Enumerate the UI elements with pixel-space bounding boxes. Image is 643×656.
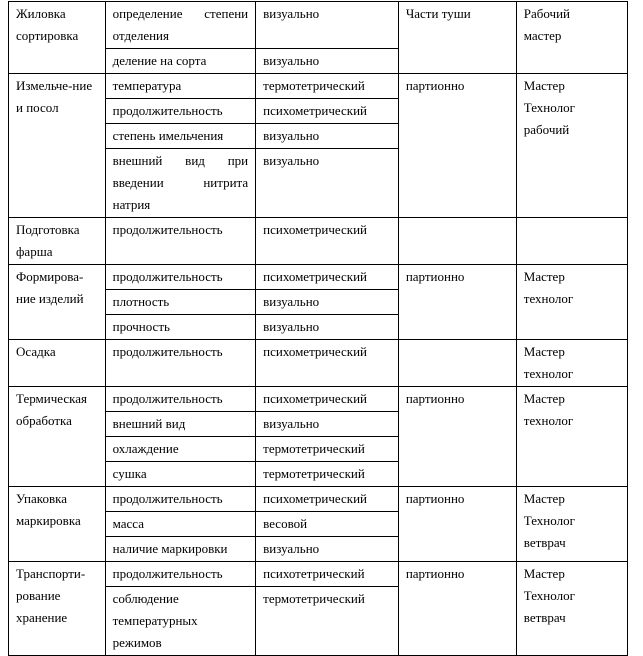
method-cell <box>256 412 399 437</box>
control-text: партионно <box>405 566 465 581</box>
method-cell <box>256 124 399 149</box>
responsible-text: технолог <box>523 291 574 306</box>
parameter-cell <box>105 149 256 218</box>
table-row <box>9 487 628 512</box>
responsible-cell <box>516 340 627 387</box>
stage-cell <box>9 265 106 340</box>
parameter-cell <box>105 218 256 265</box>
parameter-text: режимов <box>112 635 162 650</box>
parameter-text: отделения <box>112 28 169 43</box>
parameter-cell <box>105 340 256 387</box>
method-cell <box>256 462 399 487</box>
stage-text: ние изделий <box>16 291 84 306</box>
responsible-cell <box>516 74 627 218</box>
responsible-text: ветврач <box>523 535 566 550</box>
method-cell <box>256 99 399 124</box>
control-cell <box>398 265 516 340</box>
parameter-cell <box>105 124 256 149</box>
parameter-cell <box>105 437 256 462</box>
method-cell <box>256 487 399 512</box>
stage-text: Измельче-ние <box>16 78 93 93</box>
table-body <box>9 2 628 656</box>
parameter-text: прочность <box>112 319 170 334</box>
parameter-cell <box>105 315 256 340</box>
stage-cell <box>9 218 106 265</box>
parameter-text: продолжительность <box>112 491 223 506</box>
stage-text: фарша <box>16 244 53 259</box>
method-text: термотетрический <box>263 78 365 93</box>
responsible-cell <box>516 2 627 74</box>
stage-text: Упаковка <box>16 491 67 506</box>
parameter-text: наличие маркировки <box>112 541 228 556</box>
method-cell <box>256 218 399 265</box>
table-row <box>9 340 628 387</box>
responsible-cell <box>516 562 627 656</box>
method-cell <box>256 437 399 462</box>
parameter-text: продолжительность <box>112 222 223 237</box>
parameter-text: продолжительность <box>112 391 223 406</box>
parameter-cell <box>105 562 256 587</box>
parameter-text: температура <box>112 78 182 93</box>
table-row <box>9 2 628 49</box>
stage-text: Подготовка <box>16 222 80 237</box>
stage-text: и посол <box>16 100 59 115</box>
parameter-text: продолжительность <box>112 566 223 581</box>
stage-text: Формирова- <box>16 269 84 284</box>
stage-text: Жиловка <box>16 6 66 21</box>
parameter-cell <box>105 74 256 99</box>
responsible-cell <box>516 487 627 562</box>
control-cell <box>398 74 516 218</box>
parameter-cell <box>105 49 256 74</box>
method-text: визуально <box>263 319 320 334</box>
responsible-text: ветврач <box>523 610 566 625</box>
method-text: визуально <box>263 294 320 309</box>
responsible-text: Мастер <box>523 78 565 93</box>
method-text: визуально <box>263 416 320 431</box>
control-cell <box>398 340 516 387</box>
parameter-text: продолжительность <box>112 103 223 118</box>
method-text: визуально <box>263 53 320 68</box>
method-text: психометрический <box>263 344 368 359</box>
table-row <box>9 218 628 265</box>
stage-text: обработка <box>16 413 72 428</box>
method-cell <box>256 587 399 656</box>
stage-text: маркировка <box>16 513 81 528</box>
responsible-text: мастер <box>523 28 562 43</box>
stage-text: Осадка <box>16 344 56 359</box>
responsible-text: Технолог <box>523 513 575 528</box>
table-row <box>9 562 628 587</box>
parameter-text: деление на сорта <box>112 53 207 68</box>
control-cell <box>398 218 516 265</box>
responsible-text: Технолог <box>523 588 575 603</box>
method-text: визуально <box>263 153 320 168</box>
parameter-text: продолжительность <box>112 344 223 359</box>
table-row <box>9 74 628 99</box>
method-text: визуально <box>263 6 320 21</box>
responsible-text: Технолог <box>523 100 575 115</box>
method-cell <box>256 512 399 537</box>
process-control-table <box>8 1 628 656</box>
stage-cell <box>9 2 106 74</box>
parameter-text: натрия <box>112 197 151 212</box>
control-cell <box>398 387 516 487</box>
method-text: визуально <box>263 541 320 556</box>
parameter-cell <box>105 99 256 124</box>
method-text: психометрический <box>263 103 368 118</box>
responsible-text: Мастер <box>523 344 565 359</box>
method-text: весовой <box>263 516 308 531</box>
responsible-text: Рабочий <box>523 6 570 21</box>
responsible-text: технолог <box>523 366 574 381</box>
responsible-text: Мастер <box>523 391 565 406</box>
method-text: термотетрический <box>263 441 365 456</box>
method-cell <box>256 340 399 387</box>
responsible-text: Мастер <box>523 566 565 581</box>
control-text: Части туши <box>405 6 471 21</box>
parameter-cell <box>105 290 256 315</box>
parameter-text: внешний вид при <box>112 153 249 168</box>
method-cell <box>256 49 399 74</box>
method-cell <box>256 537 399 562</box>
parameter-text: охлаждение <box>112 441 179 456</box>
responsible-text: Мастер <box>523 269 565 284</box>
control-text: партионно <box>405 269 465 284</box>
method-text: психометрический <box>263 491 368 506</box>
stage-cell <box>9 562 106 656</box>
method-text: термотетрический <box>263 591 365 606</box>
parameter-text: сушка <box>112 466 147 481</box>
parameter-text: степень имельчения <box>112 128 224 143</box>
method-text: визуально <box>263 128 320 143</box>
method-cell <box>256 562 399 587</box>
table-row <box>9 387 628 412</box>
responsible-cell <box>516 265 627 340</box>
parameter-text: определение степени <box>112 6 249 21</box>
parameter-cell <box>105 512 256 537</box>
parameter-text: масса <box>112 516 144 531</box>
method-text: термотетрический <box>263 466 365 481</box>
control-text: партионно <box>405 491 465 506</box>
responsible-text: технолог <box>523 413 574 428</box>
method-cell <box>256 315 399 340</box>
method-text: психометрический <box>263 269 368 284</box>
parameter-cell <box>105 462 256 487</box>
stage-text: Термическая <box>16 391 87 406</box>
method-cell <box>256 2 399 49</box>
stage-cell <box>9 74 106 218</box>
method-cell <box>256 387 399 412</box>
stage-text: хранение <box>16 610 68 625</box>
responsible-cell <box>516 218 627 265</box>
method-cell <box>256 265 399 290</box>
control-cell <box>398 487 516 562</box>
stage-cell <box>9 487 106 562</box>
method-cell <box>256 290 399 315</box>
method-cell <box>256 74 399 99</box>
parameter-text: введении нитрита <box>112 175 249 190</box>
responsible-text: рабочий <box>523 122 570 137</box>
table-row <box>9 265 628 290</box>
method-cell <box>256 149 399 218</box>
parameter-cell <box>105 487 256 512</box>
responsible-text: Мастер <box>523 491 565 506</box>
stage-cell <box>9 340 106 387</box>
parameter-cell <box>105 2 256 49</box>
method-text: психотетрический <box>263 566 365 581</box>
parameter-text: температурных <box>112 613 198 628</box>
control-text: партионно <box>405 391 465 406</box>
control-cell <box>398 562 516 656</box>
method-text: психометрический <box>263 391 368 406</box>
parameter-text: соблюдение <box>112 591 179 606</box>
stage-text: сортировка <box>16 28 79 43</box>
control-text: партионно <box>405 78 465 93</box>
responsible-cell <box>516 387 627 487</box>
parameter-cell <box>105 387 256 412</box>
parameter-text: внешний вид <box>112 416 186 431</box>
parameter-cell <box>105 265 256 290</box>
stage-text: рование <box>16 588 61 603</box>
stage-text: Транспорти- <box>16 566 86 581</box>
parameter-cell <box>105 537 256 562</box>
parameter-cell <box>105 587 256 656</box>
parameter-cell <box>105 412 256 437</box>
control-cell <box>398 2 516 74</box>
parameter-text: продолжительность <box>112 269 223 284</box>
method-text: психометрический <box>263 222 368 237</box>
parameter-text: плотность <box>112 294 170 309</box>
stage-cell <box>9 387 106 487</box>
